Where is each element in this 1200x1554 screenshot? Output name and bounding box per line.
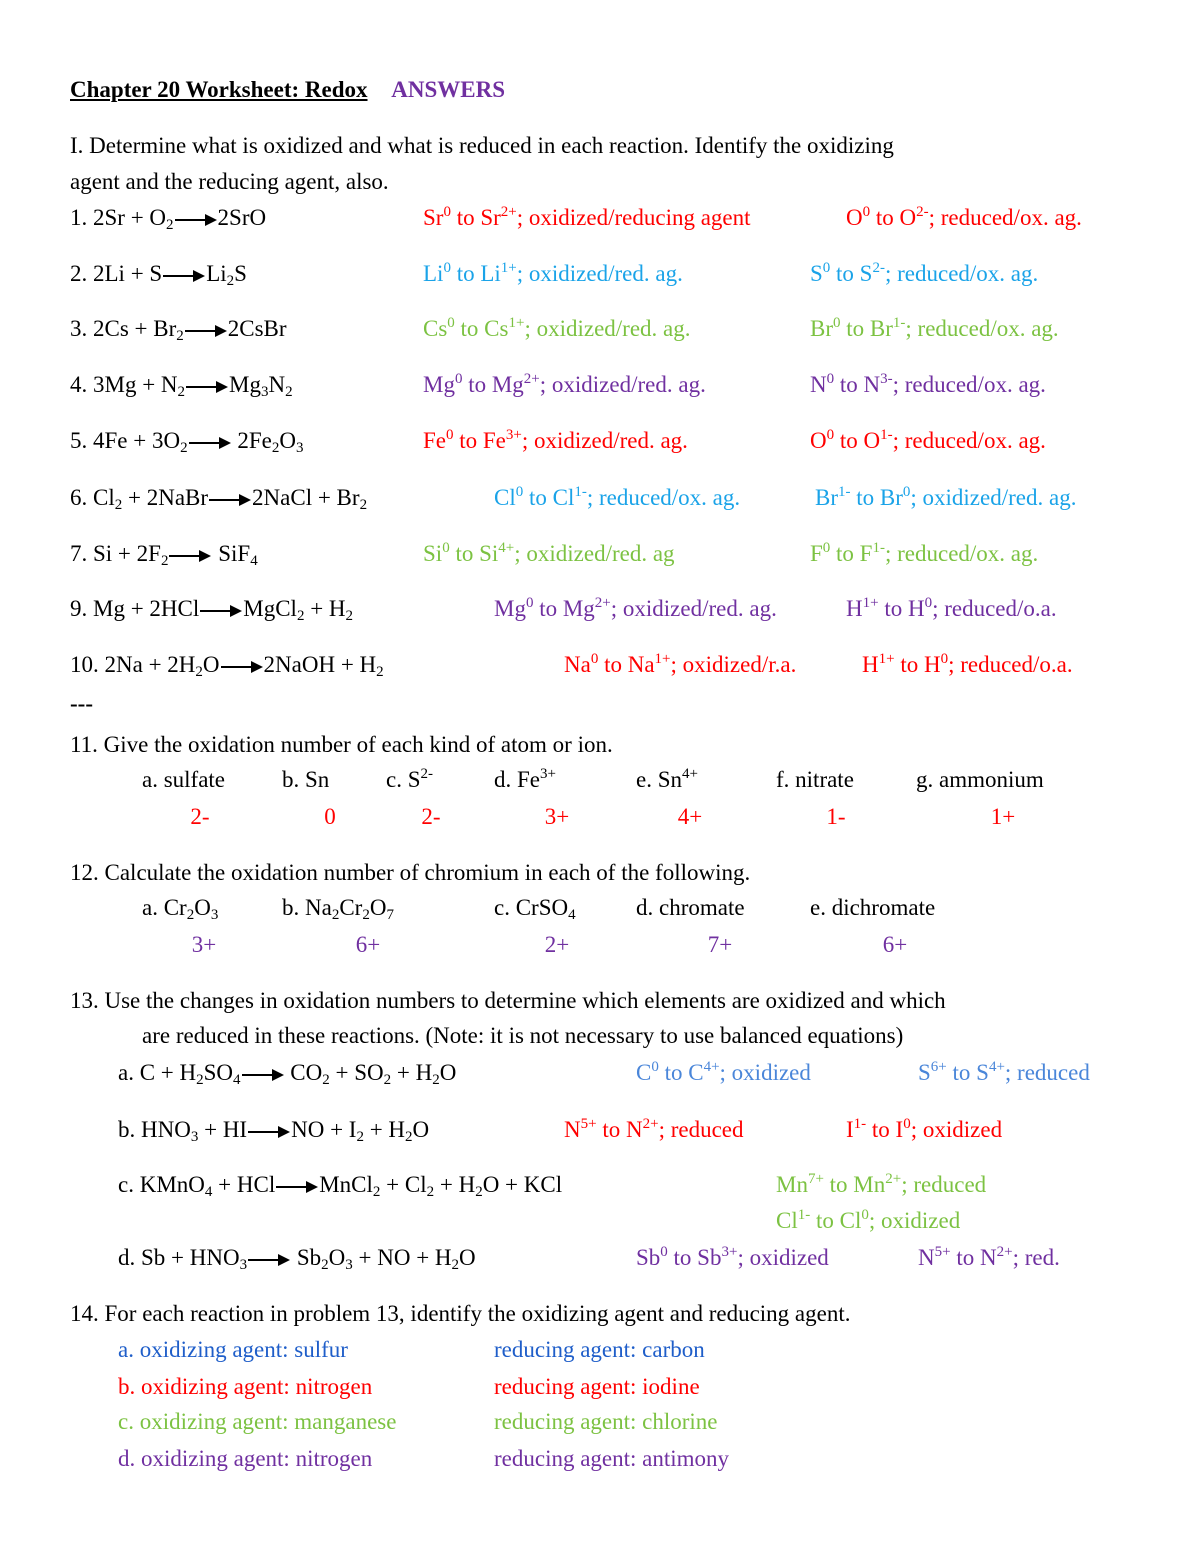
reaction-1: 1. $2Sr + O_2$ 2SrO bbox=[70, 205, 267, 233]
q11-b: b. Sn bbox=[282, 767, 330, 792]
answer-6-oxidized: $Br^{1-}$ to Br$^0$; oxidized/red. ag. bbox=[815, 484, 1077, 510]
q14d-oxidizing: d. oxidizing agent: nitrogen bbox=[118, 1446, 373, 1471]
answer-3-reduced: Br$^0$ to $Br^{1-}$; reduced/ox. ag. bbox=[810, 315, 1059, 341]
answer-2-oxidized: Li$^0$ to $Li^{1+}$; oxidized/red. ag. bbox=[423, 260, 683, 286]
q13d-reaction: d. $Sb + HNO_3$ $Sb_2O_3$ + NO + $H_2O$ bbox=[118, 1245, 476, 1273]
q12-answer-d: 7+ bbox=[707, 932, 733, 957]
q12-prompt: 12. Calculate the oxidation number of chromium in each of the following. bbox=[70, 860, 751, 885]
arrow-icon bbox=[169, 549, 211, 563]
page-title bbox=[70, 76, 505, 104]
answer-5-reduced: $O^0$ to $O^{1-}$; reduced/ox. ag. bbox=[810, 427, 1046, 453]
q13b-oxidized: $I^{1-}$ to $I^0$; oxidized bbox=[846, 1116, 1003, 1142]
q12-e: e. dichromate bbox=[810, 895, 936, 920]
arrow-icon bbox=[175, 213, 217, 227]
q11-answer-d: 3+ bbox=[544, 804, 570, 829]
reaction-5: 5. $4Fe + 3O_2$ $2Fe_2O_3$ bbox=[70, 428, 304, 456]
q11-prompt: 11. Give the oxidation number of each kind of atom or ion. bbox=[70, 732, 613, 757]
q13c-oxidized: $Cl^{1-}$ to Cl$^0$; oxidized bbox=[776, 1207, 961, 1233]
q12-b: b. $Na_2Cr_2O_7$ bbox=[282, 895, 394, 923]
arrow-icon bbox=[221, 660, 263, 674]
q13a-oxidized: $C^0$ to $C^{4+}$; oxidized bbox=[636, 1059, 811, 1085]
answer-9-oxidized: Mg$^0$ to $Mg^{2+}$; oxidized/red. ag. bbox=[494, 595, 777, 621]
reaction-2: 2. 2Li + S $Li_2S$ bbox=[70, 261, 247, 289]
q11-f: f. nitrate bbox=[776, 767, 854, 792]
arrow-icon bbox=[242, 1068, 284, 1082]
q11-d: d. $Fe^{3+}$ bbox=[494, 766, 556, 792]
q13d-reduced: $N^{5+}$ to $N^{2+}$; red. bbox=[918, 1244, 1060, 1270]
section1-instruction-1: I. Determine what is oxidized and what is reduced in each reaction. Identify the oxidizing bbox=[70, 133, 894, 158]
answer-9-reduced: $H^{1+}$ to $H^0$; reduced/o.a. bbox=[846, 595, 1057, 621]
q12-answer-e: 6+ bbox=[882, 932, 908, 957]
arrow-icon bbox=[276, 1180, 318, 1194]
q13d-oxidized: Sb$^0$ to $Sb^{3+}$; oxidized bbox=[636, 1244, 829, 1270]
q11-answer-f: 1- bbox=[826, 804, 846, 829]
q14-prompt: 14. For each reaction in problem 13, identify the oxidizing agent and reducing agent. bbox=[70, 1301, 851, 1326]
answer-4-reduced: $N^0$ to $N^{3-}$; reduced/ox. ag. bbox=[810, 371, 1046, 397]
q13a-reduced: $S^{6+}$ to $S^{4+}$; reduced bbox=[918, 1059, 1090, 1085]
answer-10-oxidized: Na$^0$ to $Na^{1+}$; oxidized/r.a. bbox=[564, 651, 797, 677]
reaction-10: 10. $2Na + 2H_2O$ 2NaOH + $H_2$ bbox=[70, 652, 384, 680]
reaction-4: 4. $3Mg + N_2$ $Mg_3N_2$ bbox=[70, 372, 293, 400]
answer-10-reduced: $H^{1+}$ to $H^0$; reduced/o.a. bbox=[862, 651, 1073, 677]
reaction-7: 7. $Si + 2F_2$ SiF$_4$ bbox=[70, 541, 258, 569]
answer-1-oxidized: Sr$^0$ to $Sr^{2+}$; oxidized/reducing agent bbox=[423, 204, 751, 230]
separator: --- bbox=[70, 691, 93, 716]
answer-2-reduced: $S^0$ to $S^{2-}$; reduced/ox. ag. bbox=[810, 260, 1039, 286]
q11-answer-b: 0 bbox=[324, 804, 336, 829]
q14b-oxidizing: b. oxidizing agent: nitrogen bbox=[118, 1374, 373, 1399]
q11-a: a. sulfate bbox=[142, 767, 226, 792]
q13c-reaction: c. KMnO$_4$ + HCl MnCl$_2$ + $Cl_2 + H_2O$ + KCl bbox=[118, 1172, 563, 1200]
answer-6-reduced: Cl$^0$ to $Cl^{1-}$; reduced/ox. ag. bbox=[494, 484, 741, 510]
arrow-icon bbox=[209, 493, 251, 507]
q13b-reduced: $N^{5+}$ to $N^{2+}$; reduced bbox=[564, 1116, 744, 1142]
q11-c: c. $S^{2-}$ bbox=[386, 766, 433, 792]
q13-prompt-2: are reduced in these reactions. (Note: it is not necessary to use balanced equations) bbox=[142, 1023, 904, 1048]
q14d-reducing: reducing agent: antimony bbox=[494, 1446, 730, 1471]
worksheet-title: Chapter 20 Worksheet: Redox bbox=[70, 77, 368, 102]
q11-answer-c: 2- bbox=[421, 804, 441, 829]
q11-g: g. ammonium bbox=[916, 767, 1044, 792]
q14c-oxidizing: c. oxidizing agent: manganese bbox=[118, 1409, 397, 1434]
q14b-reducing: reducing agent: iodine bbox=[494, 1374, 700, 1399]
q11-e: e. $Sn^{4+}$ bbox=[636, 766, 698, 792]
q11-answer-e: 4+ bbox=[677, 804, 703, 829]
q13c-reduced: $Mn^{7+}$ to $Mn^{2+}$; reduced bbox=[776, 1171, 987, 1197]
section1-instruction-2: agent and the reducing agent, also. bbox=[70, 169, 389, 194]
q12-c: c. CrSO$_4$ bbox=[494, 895, 576, 923]
arrow-icon bbox=[189, 436, 231, 450]
arrow-icon bbox=[200, 604, 242, 618]
answers-label: ANSWERS bbox=[391, 77, 506, 102]
answer-4-oxidized: Mg$^0$ to $Mg^{2+}$; oxidized/red. ag. bbox=[423, 371, 706, 397]
answer-3-oxidized: Cs$^0$ to $Cs^{1+}$; oxidized/red. ag. bbox=[423, 315, 691, 341]
answer-5-oxidized: Fe$^0$ to $Fe^{3+}$; oxidized/red. ag. bbox=[423, 427, 688, 453]
arrow-icon bbox=[248, 1253, 290, 1267]
answer-1-reduced: $O^0$ to $O^{2-}$; reduced/ox. ag. bbox=[846, 204, 1082, 230]
arrow-icon bbox=[185, 324, 227, 338]
reaction-9: 9. Mg + 2HCl MgCl$_2$ + $H_2$ bbox=[70, 596, 354, 624]
q12-a: a. $Cr_2O_3$ bbox=[142, 895, 219, 923]
arrow-icon bbox=[186, 380, 228, 394]
q13-prompt-1: 13. Use the changes in oxidation numbers to determine which elements are oxidized and which bbox=[70, 988, 946, 1013]
q12-answer-c: 2+ bbox=[544, 932, 570, 957]
q13a-reaction: a. $C + H_2SO_4$ $CO_2 + SO_2 + H_2O$ bbox=[118, 1060, 457, 1088]
answer-7-reduced: $F^0$ to $F^{1-}$; reduced/ox. ag. bbox=[810, 540, 1039, 566]
answer-7-oxidized: Si$^0$ to $Si^{4+}$; oxidized/red. ag bbox=[423, 540, 675, 566]
q14a-reducing: reducing agent: carbon bbox=[494, 1337, 705, 1362]
q13b-reaction: b. $HNO_3$ + HI NO + $I_2 + H_2O$ bbox=[118, 1117, 430, 1145]
arrow-icon bbox=[248, 1125, 290, 1139]
q14c-reducing: reducing agent: chlorine bbox=[494, 1409, 718, 1434]
q12-answer-b: 6+ bbox=[355, 932, 381, 957]
q14a-oxidizing: a. oxidizing agent: sulfur bbox=[118, 1337, 348, 1362]
q12-answer-a: 3+ bbox=[191, 932, 217, 957]
reaction-6: 6. $Cl_2$ + 2NaBr 2NaCl + $Br_2$ bbox=[70, 485, 368, 513]
arrow-icon bbox=[163, 269, 205, 283]
reaction-3: 3. $2Cs + Br_2$ 2CsBr bbox=[70, 316, 287, 344]
q11-answer-a: 2- bbox=[190, 804, 210, 829]
q12-d: d. chromate bbox=[636, 895, 745, 920]
q11-answer-g: 1+ bbox=[990, 804, 1016, 829]
